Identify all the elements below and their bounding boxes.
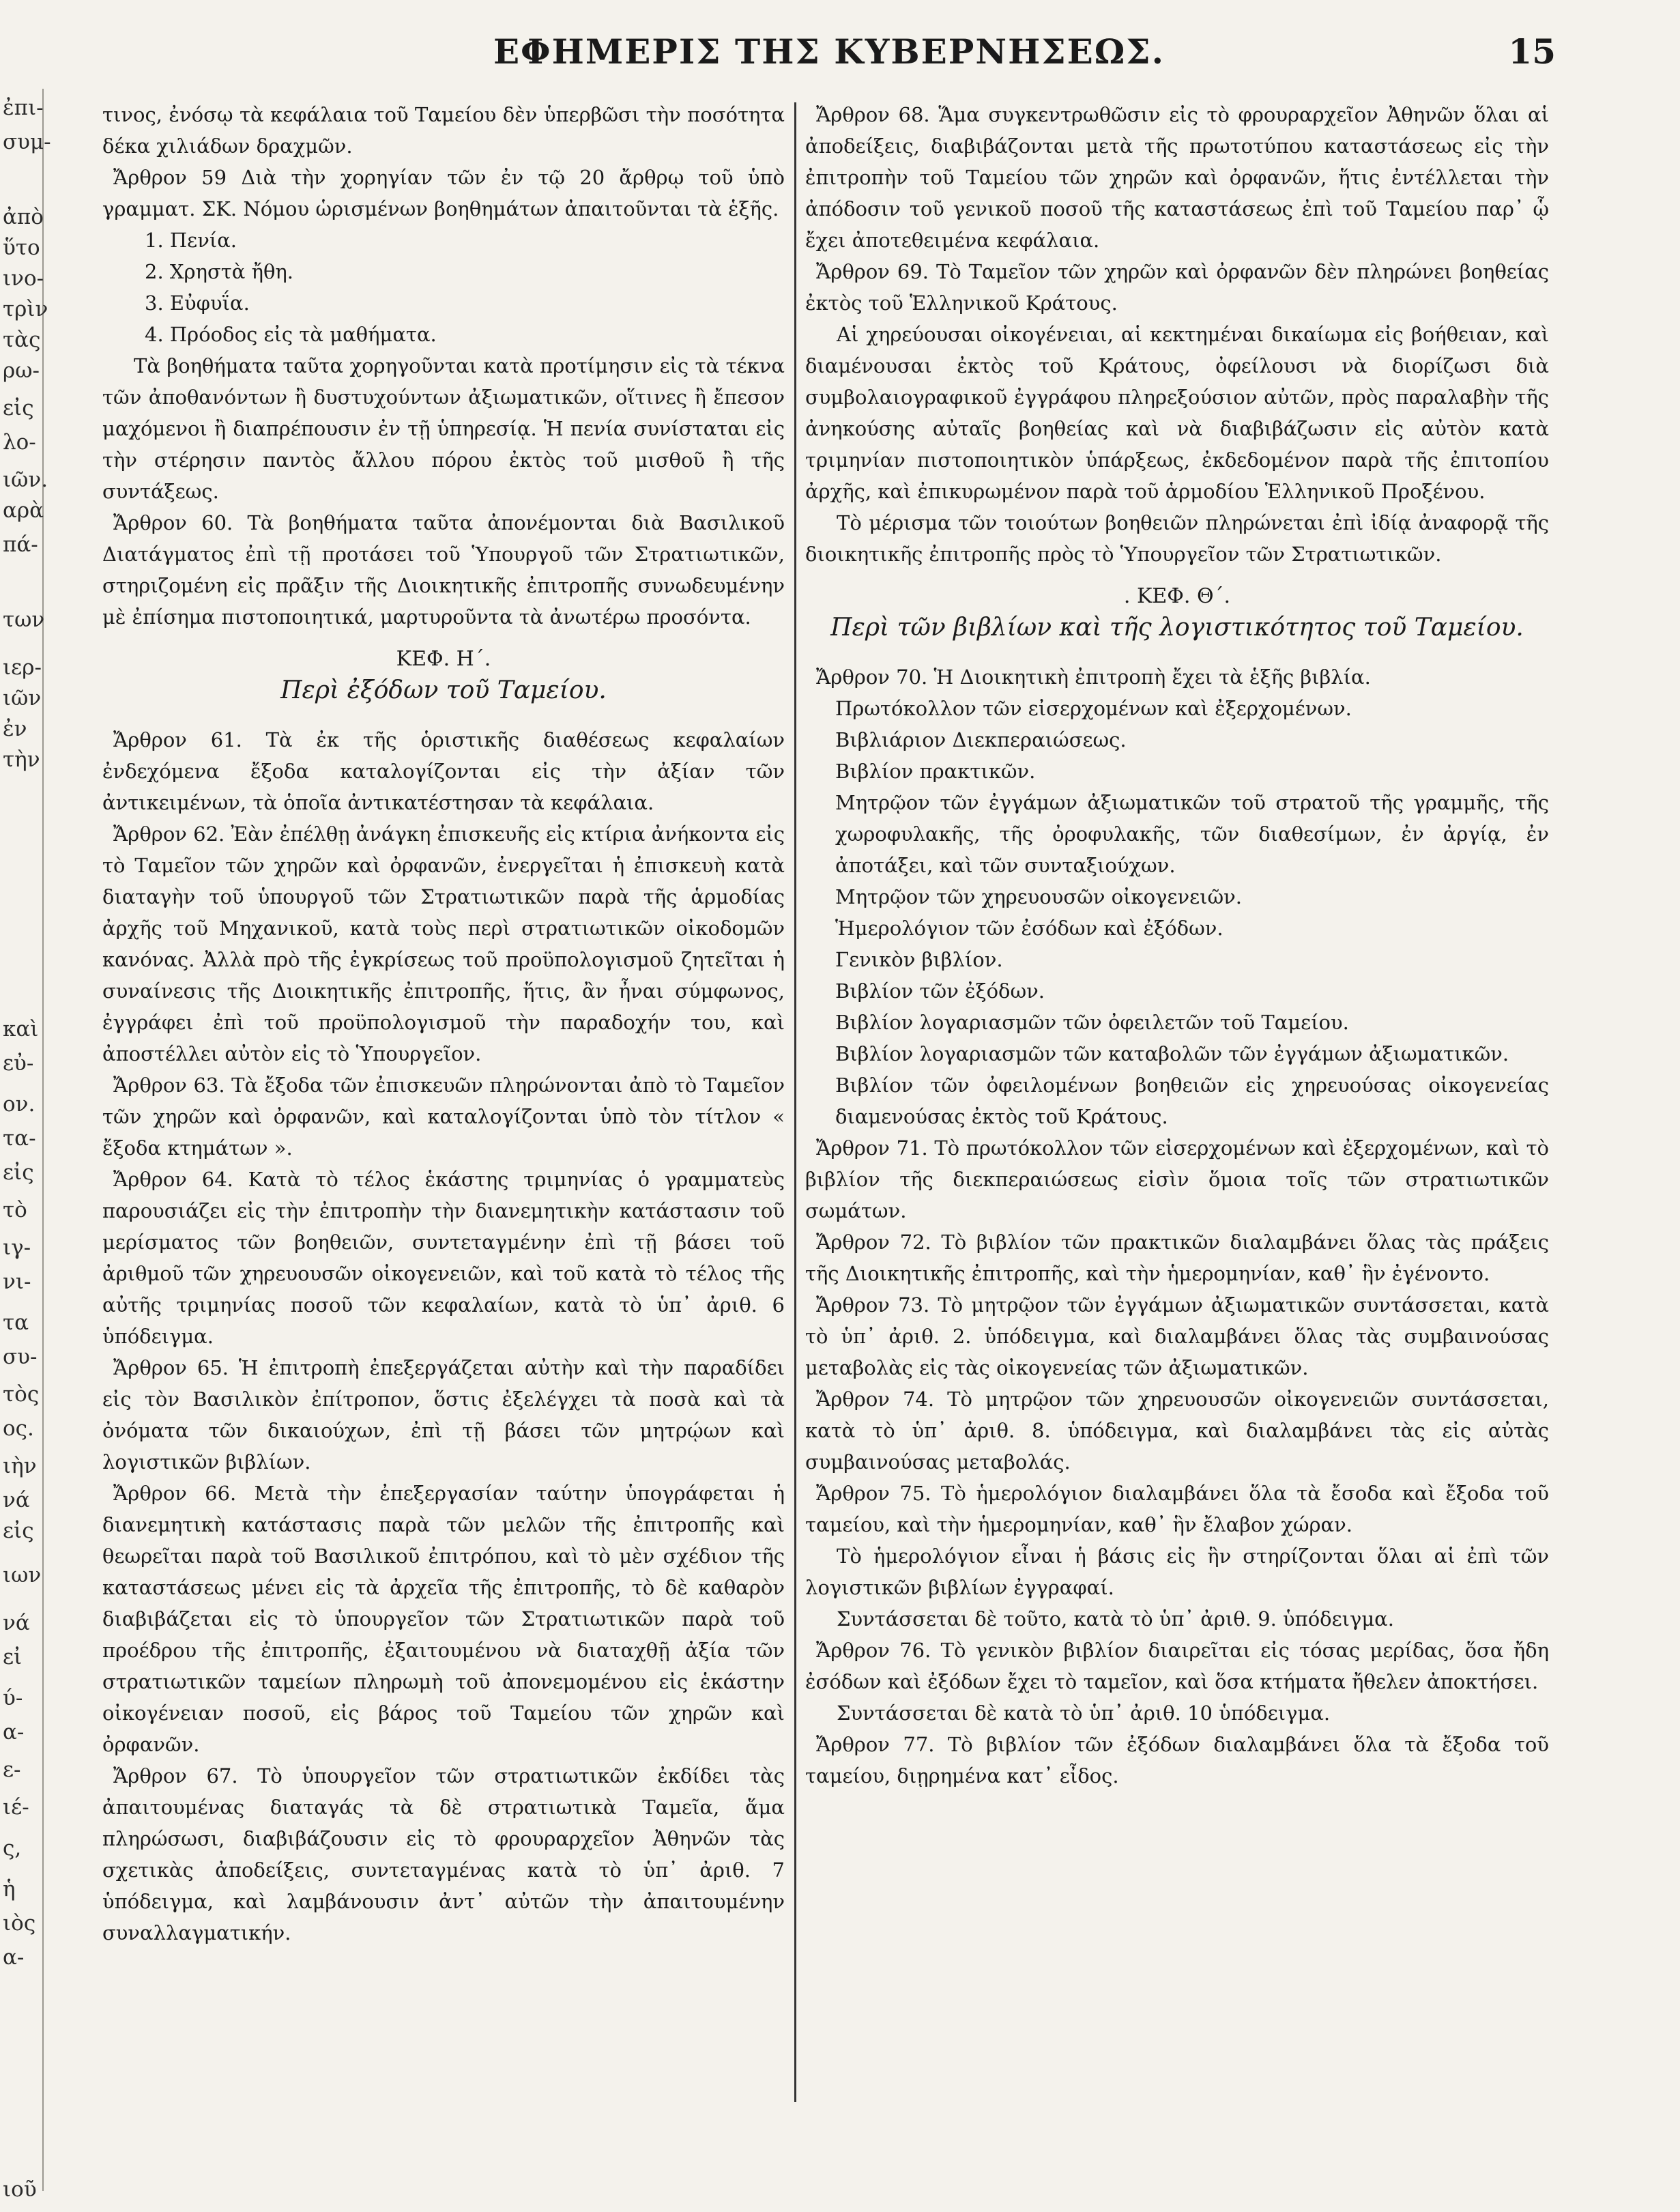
right-indent-24: Συντάσσεται δὲ τοῦτο, κατὰ τὸ ὑπ᾽ ἀριθ. 9. ὑπόδειγμα. [837,1607,1394,1631]
margin-fragment: ρω- [3,358,40,383]
margin-fragment: των [3,607,45,632]
right-art-22: Ἄρθρον 75. Τὸ ἡμερολόγιον διαλαμβάνει ὅλα τὰ ἔσοδα καὶ ἔξοδα τοῦ ταμείου, καὶ τὴν ἡμερομηνίαν, καθ᾽ ἣν ἔλαβον χώραν. [805,1482,1549,1536]
margin-fragment: τὸ [3,1198,27,1222]
left-art-16: Ἄρθρον 67. Τὸ ὑπουργεῖον τῶν στρατιωτικῶν ἐκδίδει τὰς ἀπαιτουμένας διαταγάς τὰ δὲ στρατιωτικὰ Ταμεῖα, ἅμα πληρώσωσι, διαβιβάζουσιν εἰς τὸ φρουραρχεῖον Ἀθηνῶν τὰς σχετικὰς ἀποδείξεις, συντεταγμένας κατὰ τὸ ὑπ᾽ ἀριθ. 7 ὑπόδειγμα, καὶ λαμβάνουσιν ἀντ᾽ αὐτῶν τὴν ἀπαιτουμένην συναλλαγματικήν. [102,1764,785,1944]
right-art-18: Ἄρθρον 71. Τὸ πρωτόκολλον τῶν εἰσερχομένων καὶ ἐξερχομένων, καὶ τὸ βιβλίον τῆς διεκπεραιώσεως εἰσὶν ὅμοια τοῖς τῶν στρατιωτικῶν σωμάτων. [805,1136,1549,1222]
margin-fragment: τὰς [3,328,41,352]
margin-fragment: ος. [3,1416,34,1441]
right-indent-2: Αἱ χηρεύουσαι οἰκογένειαι, αἱ κεκτημέναι δικαίωμα εἰς βοήθειαν, καὶ διαμένουσαι ἐκτὸς τοῦ Κράτους, ὀφείλουσι νὰ διορίζωσι διὰ συμβολαιογραφικοῦ ἐγγράφου πληρεξούσιον αὐτῶν, πρὸς παραλαβὴν τῆς ἀνηκούσης αὐταῖς βοηθείας καὶ νὰ διαβιβάζωσιν εἰς αὐτὸν κατὰ τριμηνίαν πιστοποιητικὸν ὑπάρξεως, ἐκδεδομένον παρὰ τῆς ἐπιτοπίου ἀρχῆς, καὶ ἐπικυρωμένον παρὰ τοῦ ἁρμοδίου Ἑλληνικοῦ Προξένου. [805,323,1549,503]
margin-fragment: ιγ- [3,1235,31,1260]
margin-fragment: εὐ- [3,1051,34,1076]
margin-fragment: νά [3,1488,30,1512]
margin-fragment: ιων [3,1563,42,1588]
left-art-14: Ἄρθρον 65. Ἡ ἐπιτροπὴ ἐπεξεργάζεται αὐτὴν καὶ τὴν παραδίδει εἰς τὸν Βασιλικὸν ἐπίτροπον, ὅστις ἐξελέγχει τὰ ποσὰ καὶ τὰ ὀνόματα τῶν δικαιούχων, ἐπὶ τῇ βάσει τῶν μητρῴων καὶ λογιστικῶν βιβλίων. [102,1356,785,1474]
right-entry-14: Βιβλίον τῶν ἐξόδων. [835,979,1045,1003]
left-item-3: 2. Χρηστὰ ἤθη. [145,260,294,283]
margin-fragment: τὸς [3,1382,40,1407]
margin-fragment: α- [3,1945,25,1970]
margin-fragment: ιὸς [3,1911,36,1936]
margin-fragment: πά- [3,532,38,557]
margin-fragment: ς, [3,1836,22,1861]
margin-fragment: ιερ- [3,655,42,680]
margin-fragment: ἐν [3,717,27,741]
margin-fragment: ἡ [3,1877,16,1901]
right-art-19: Ἄρθρον 72. Τὸ βιβλίον τῶν πρακτικῶν διαλαμβάνει ὅλας τὰς πράξεις τῆς Διοικητικῆς ἐπιτροπῆς, καὶ τὴν ἡμερομηνίαν, καθ᾽ ἣν ἐγένοντο. [805,1231,1549,1285]
margin-fragment: ύ- [3,1686,23,1710]
right-entry-13: Γενικὸν βιβλίον. [835,948,1003,971]
right-entry-16: Βιβλίον λογαριασμῶν τῶν καταβολῶν τῶν ἐγγάμων ἀξιωματικῶν. [835,1042,1509,1065]
margin-fragment: ιὴν [3,1454,37,1478]
right-art-27: Ἄρθρον 77. Τὸ βιβλίον τῶν ἐξόδων διαλαμβάνει ὅλα τὰ ἔξοδα τοῦ ταμείου, διῃρημένα κατ᾽ εἶδος. [805,1733,1549,1787]
margin-fragment: συμ- [3,130,51,154]
margin-fragment: ον. [3,1092,35,1117]
right-indent-3: Τὸ μέρισμα τῶν τοιούτων βοηθειῶν πληρώνεται ἐπὶ ἰδίᾳ ἀναφορᾷ τῆς διοικητικῆς ἐπιτροπῆς πρὸς τὸ Ὑπουργεῖον τῶν Στρατιωτικῶν. [805,511,1549,566]
right-indent-23: Τὸ ἡμερολόγιον εἶναι ἡ βάσις εἰς ἣν στηρίζονται ὅλαι αἱ ἐπὶ τῶν λογιστικῶν βιβλίων ἐγγραφαί. [805,1545,1549,1599]
margin-fragment: ε- [3,1757,21,1782]
running-title: ΕΦΗΜΕΡΙΣ ΤΗΣ ΚΥΒΕΡΝΗΣΕΩΣ. [493,31,1165,72]
margin-fragment: ιοῦ [3,2177,37,2202]
column-divider [794,102,796,2102]
right-entry-9: Βιβλίον πρακτικῶν. [835,760,1036,783]
margin-fragment: ἐπι- [3,96,44,120]
right-subtitle-5: Περὶ τῶν βιβλίων καὶ τῆς λογιστικότητος τοῦ Ταμείου. [830,614,1524,642]
margin-fragment: νά [3,1611,30,1635]
margin-fragment: τα [3,1310,29,1335]
margin-fragment: συ- [3,1345,38,1369]
right-art-20: Ἄρθρον 73. Τὸ μητρῷον τῶν ἐγγάμων ἀξιωματικῶν συντάσσεται, κατὰ τὸ ὑπ᾽ ἀριθ. 2. ὑπόδειγμα, καὶ διαλαμβάνει ὅλας τὰς συμβαινούσας μεταβολὰς εἰς τὰς οἰκογενείας τῶν ἀξιωματικῶν. [805,1293,1549,1379]
margin-fragment: τα- [3,1126,36,1151]
right-kef-4: . ΚΕΦ. Θ΄. [1123,584,1231,608]
right-column [805,99,1549,1792]
page-number: 15 [1508,31,1556,72]
left-subtitle-9: Περὶ ἐξόδων τοῦ Ταμείου. [280,676,607,704]
left-indent-6: Τὰ βοηθήματα ταῦτα χορηγοῦνται κατὰ προτίμησιν εἰς τὰ τέκνα τῶν ἀποθανόντων ἢ δυστυχούντων ἀξιωματικῶν, οἵτινες ἢ ἔπεσον μαχόμενοι ἢ διαπρέπουσιν ἐν τῇ ὑπηρεσίᾳ. Ἡ πενία συνίσταται εἰς τὴν στέρησιν παντὸς ἄλλου πόρου ἐκτὸς τοῦ μισθοῦ ἢ τῆς συντάξεως. [102,354,785,503]
margin-fragment: εἰς [3,396,34,420]
margin-fragment: εἰ [3,1645,23,1669]
left-art-11: Ἄρθρον 62. Ἐὰν ἐπέλθῃ ἀνάγκη ἐπισκευῆς εἰς κτίρια ἀνήκοντα εἰς τὸ Ταμεῖον τῶν χηρῶν καὶ ὀρφανῶν, ἐνεργεῖται ἡ ἐπισκευὴ κατὰ διαταγὴν τοῦ ὑπουργοῦ τῶν Στρατιωτικῶν παρὰ τῆς ἁρμοδίας ἀρχῆς τοῦ Μηχανικοῦ, κατὰ τοὺς περὶ στρατιωτικῶν οἰκοδομῶν κανόνας. Ἀλλὰ πρὸ τῆς ἐγκρίσεως τοῦ προϋπολογισμοῦ ζητεῖται ἡ συναίνεσις τῆς Διοικητικῆς ἐπιτροπῆς, ἥτις, ἂν ἦναι σύμφωνος, ἐγγράφει ἐπὶ τοῦ προϋπολογισμοῦ τὴν παραδοχήν του, καὶ ἀποστέλλει αὐτὸν εἰς τὸ Ὑπουργεῖον. [102,822,785,1065]
page-header [102,27,1556,82]
right-art-25: Ἄρθρον 76. Τὸ γενικὸν βιβλίον διαιρεῖται εἰς τόσας μερίδας, ὅσα ἤδη ἐσόδων καὶ ἐξόδων ἔχει τὸ ταμεῖον, καὶ ὅσα κτήματα ἤθελεν ἀποκτήσει. [805,1639,1549,1693]
right-entry-17: Βιβλίον τῶν ὀφειλομένων βοηθειῶν εἰς χηρευούσας οἰκογενείας διαμενούσας ἐκτὸς τοῦ Κράτους. [835,1074,1549,1128]
right-entry-11: Μητρῷον τῶν χηρευουσῶν οἰκογενειῶν. [835,885,1242,908]
left-item-5: 4. Πρόοδος εἰς τὰ μαθήματα. [145,323,437,346]
right-indent-26: Συντάσσεται δὲ κατὰ τὸ ὑπ᾽ ἀριθ. 10 ὑπόδειγμα. [837,1701,1331,1725]
margin-fragment: ιῶν. [3,468,48,492]
left-column [102,99,785,1949]
adjacent-page-margin [0,89,51,2202]
left-item-2: 1. Πενία. [145,229,237,252]
right-entry-7: Πρωτόκολλον τῶν εἰσερχομένων καὶ ἐξερχομένων. [835,697,1352,720]
margin-fragment: ιῶν [3,686,42,710]
right-entry-10: Μητρῷον τῶν ἐγγάμων ἀξιωματικῶν τοῦ στρατοῦ τῆς γραμμῆς, τῆς χωροφυλακῆς, τῆς ὀροφυλακῆς, τῶν διαθεσίμων, ἐν ἀργίᾳ, ἐν ἀποτάξει, καὶ τῶν συνταξιούχων. [835,791,1549,877]
left-art-10: Ἄρθρον 61. Τὰ ἐκ τῆς ὁριστικῆς διαθέσεως κεφαλαίων ἐνδεχόμενα ἔξοδα καταλογίζονται εἰς τὴν ἀξίαν τῶν ἀντικειμένων, τὰ ὁποῖα ἀντικατέστησαν τὰ κεφάλαια. [102,728,785,814]
margin-fragment: ἀπὸ [3,205,44,229]
left-art-13: Ἄρθρον 64. Κατὰ τὸ τέλος ἑκάστης τριμηνίας ὁ γραμματεὺς παρουσιάζει εἰς τὴν ἐπιτροπὴν τὴν διανεμητικὴν κατάστασιν τοῦ μερίσματος τῶν βοηθειῶν, συντεταγμένην ἐπὶ τῇ βάσει τοῦ ἀριθμοῦ τῶν χηρευουσῶν οἰκογενειῶν, καὶ τοῦ κατὰ τὸ τέλος τῆς αὐτῆς τριμηνίας ποσοῦ τῶν κεφαλαίων, κατὰ τὸ ὑπ᾽ ἀριθ. 6 ὑπόδειγμα. [102,1168,785,1348]
margin-fragment: τρὶν [3,297,48,321]
left-art-12: Ἄρθρον 63. Τὰ ἔξοδα τῶν ἐπισκευῶν πληρώνονται ἀπὸ τὸ Ταμεῖον τῶν χηρῶν καὶ ὀρφανῶν, καὶ καταλογίζονται ὑπὸ τὸν τίτλον « ἔξοδα κτημάτων ». [102,1074,785,1160]
right-entry-15: Βιβλίον λογαριασμῶν τῶν ὀφειλετῶν τοῦ Ταμείου. [835,1011,1349,1034]
right-art-21: Ἄρθρον 74. Τὸ μητρῷον τῶν χηρευουσῶν οἰκογενειῶν συντάσσεται, κατὰ τὸ ὑπ᾽ ἀριθ. 8. ὑπόδειγμα, καὶ διαλαμβάνει τὰς εἰς αὐτὰς συμβαινούσας μεταβολάς. [805,1388,1549,1474]
margin-fragment: ινο- [3,266,44,291]
right-entry-12: Ἡμερολόγιον τῶν ἐσόδων καὶ ἐξόδων. [835,917,1223,940]
left-para-0: τινος, ἐνόσῳ τὰ κεφάλαια τοῦ Ταμείου δὲν ὑπερβῶσι τὴν ποσότητα δέκα χιλιάδων δραχμῶν. [102,103,785,158]
margin-fragment: λο- [3,430,36,455]
left-kef-8: ΚΕΦ. Η΄. [396,647,491,671]
right-art-1: Ἄρθρον 69. Τὸ Ταμεῖον τῶν χηρῶν καὶ ὀρφανῶν δὲν πληρώνει βοηθείας ἐκτὸς τοῦ Ἑλληνικοῦ Κράτους. [805,260,1549,315]
left-art-7: Ἄρθρον 60. Τὰ βοηθήματα ταῦτα ἀπονέμονται διὰ Βασιλικοῦ Διατάγματος ἐπὶ τῇ προτάσει τοῦ Ὑπουργοῦ τῶν Στρατιωτικῶν, στηριζομένη εἰς πρᾶξιν τῆς Διοικητικῆς ἐπιτροπῆς συνωδευμένην μὲ ἐπίσημα πιστοποιητικά, μαρτυροῦντα τὰ ἀνωτέρω προσόντα. [102,511,785,629]
right-art-6: Ἄρθρον 70. Ἡ Διοικητικὴ ἐπιτροπὴ ἔχει τὰ ἑξῆς βιβλία. [816,665,1371,689]
left-item-4: 3. Εὐφυΐα. [145,291,250,315]
margin-fragment: ιέ- [3,1795,29,1820]
margin-fragment: α- [3,1720,25,1744]
margin-fragment: αρὰ [3,498,44,523]
margin-fragment: εἰς [3,1519,34,1543]
left-art-1: Ἄρθρον 59 Διὰ τὴν χορηγίαν τῶν ἐν τῷ 20 ἄρθρῳ τοῦ ὑπὸ γραμματ. ΣΚ. Νόμου ὡρισμένων βοηθημάτων ἀπαιτοῦνται τὰ ἑξῆς. [102,166,785,220]
margin-fragment: νι- [3,1269,31,1294]
margin-fragment: εἰς [3,1160,34,1185]
right-entry-8: Βιβλιάριον Διεκπεραιώσεως. [835,728,1127,751]
left-art-15: Ἄρθρον 66. Μετὰ τὴν ἐπεξεργασίαν ταύτην ὑπογράφεται ἡ διανεμητικὴ κατάστασις παρὰ τῶν μελῶν τῆς ἐπιτροπῆς καὶ θεωρεῖται παρὰ τοῦ Βασιλικοῦ ἐπιτρόπου, καὶ τὸ μὲν σχέδιον τῆς καταστάσεως μένει εἰς τὰ ἀρχεῖα τῆς ἐπιτροπῆς, τὸ δὲ καθαρὸν διαβιβάζεται εἰς τὸ ὑπουργεῖον τῶν Στρατιωτικῶν παρὰ τοῦ προέδρου τῆς ἐπιτροπῆς, ἐξαιτουμένου νὰ διαταχθῇ ἀξία τῶν στρατιωτικῶν ταμείων πληρωμὴ τοῦ ἀπονεμομένου εἰς ἑκάστην οἰκογένειαν ποσοῦ, εἰς βάρος τοῦ Ταμείου τῶν χηρῶν καὶ ὀρφανῶν. [102,1482,785,1756]
margin-fragment: ὕτο [3,235,40,260]
right-art-0: Ἄρθρον 68. Ἅμα συγκεντρωθῶσιν εἰς τὸ φρουραρχεῖον Ἀθηνῶν ὅλαι αἱ ἀποδείξεις, διαβιβάζονται μετὰ τῆς πρωτοτύπου καταστάσεως εἰς τὴν ἐπιτροπὴν τοῦ Ταμείου τῶν χηρῶν καὶ ὀρφανῶν, ἥτις ἐντέλλεται τὴν ἀπόδοσιν τοῦ γενικοῦ ποσοῦ τῆς καταστάσεως ἐπὶ τοῦ Ταμείου παρ᾽ ᾧ ἔχει ἀποτεθειμένα κεφάλαια. [805,103,1549,252]
margin-fragment: τὴν [3,747,40,772]
margin-fragment: καὶ [3,1017,39,1042]
